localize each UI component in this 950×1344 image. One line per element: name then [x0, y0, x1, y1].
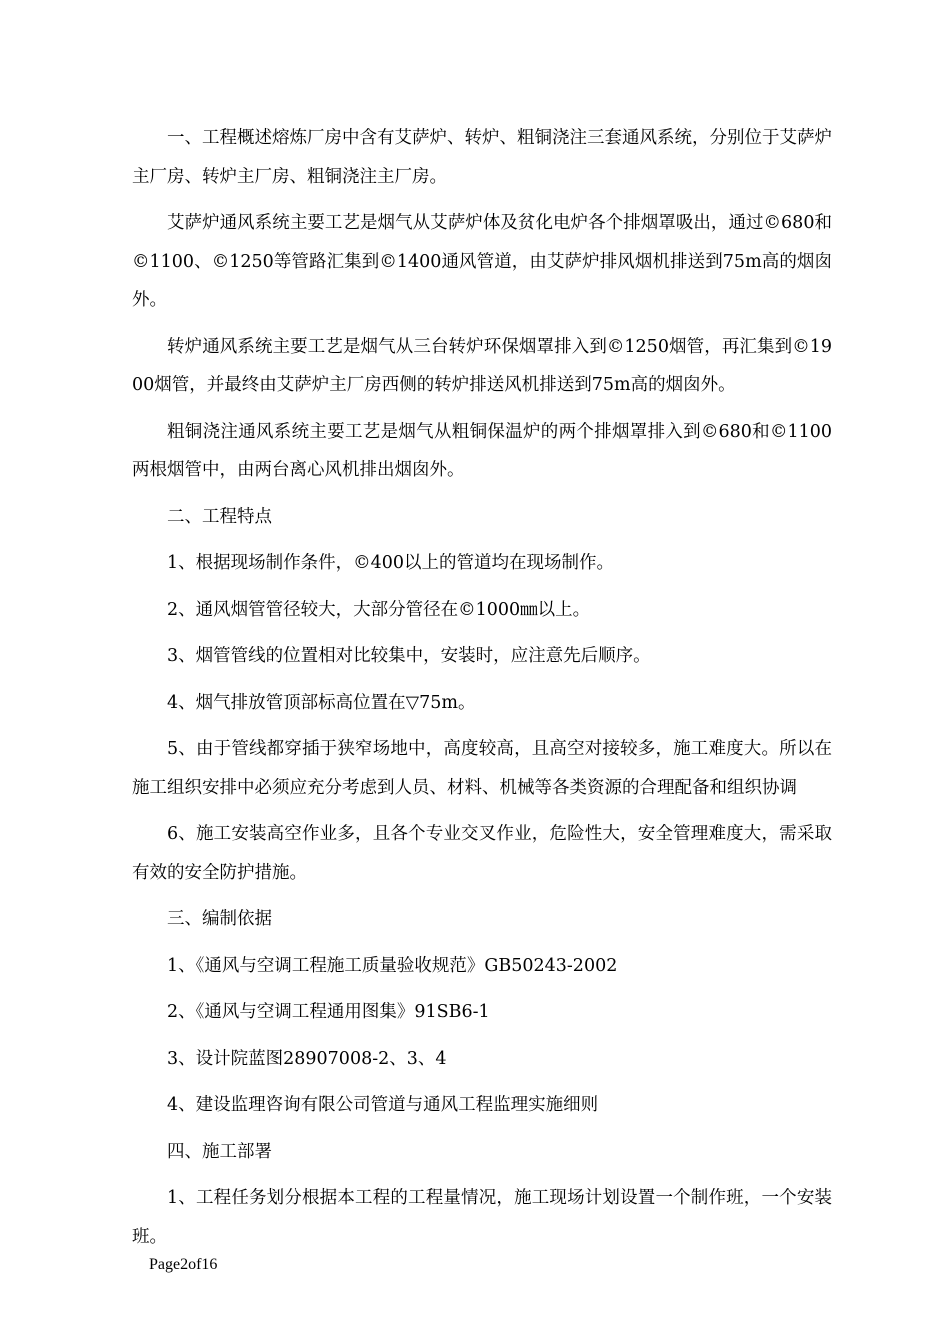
basis-item-3: 3、设计院蓝图28907008-2、3、4: [167, 1048, 447, 1069]
basis-item-4: 4、建设监理咨询有限公司管道与通风工程监理实施细则: [167, 1095, 599, 1115]
paragraph-blister-copper-ventilation: 粗铜浇注通风系统主要工艺是烟气从粗铜保温炉的两个排烟罩排入到©680和©1100两根烟管中，由两台离心风机排出烟囱外。: [132, 421, 832, 480]
paragraph-converter-ventilation: 转炉通风系统主要工艺是烟气从三台转炉环保烟罩排入到©1250烟管，再汇集到©1900烟管，并最终由艾萨炉主厂房西侧的转炉排送风机排送到75m高的烟囱外。: [132, 336, 832, 395]
section-heading-basis: 三、编制依据: [167, 909, 272, 929]
document-body: [132, 119, 832, 1264]
basis-item-1: 1、《通风与空调工程施工质量验收规范》GB50243-2002: [167, 955, 618, 976]
paragraph-overview: 一、工程概述熔炼厂房中含有艾萨炉、转炉、粗铜浇注三套通风系统，分别位于艾萨炉主厂房、转炉主厂房、粗铜浇注主厂房。: [132, 128, 832, 187]
section-heading-features: 二、工程特点: [167, 506, 272, 527]
feature-item-2: 2、通风烟管管径较大，大部分管径在©1000㎜以上。: [167, 599, 591, 620]
feature-item-1: 1、根据现场制作条件，©400以上的管道均在现场制作。: [167, 553, 615, 573]
feature-item-5: 5、由于管线都穿插于狭窄场地中，高度较高，且高空对接较多，施工难度大。所以在施工组织安排中必须应充分考虑到人员、材料、机械等各类资源的合理配备和组织协调: [132, 739, 832, 798]
feature-item-4: 4、烟气排放管顶部标高位置在▽75m。: [167, 692, 476, 713]
page-number: Page2of16: [149, 1256, 218, 1273]
section-heading-deployment: 四、施工部署: [167, 1141, 272, 1162]
feature-item-3: 3、烟管管线的位置相对比较集中，安装时，应注意先后顺序。: [167, 646, 651, 666]
paragraph-isa-furnace-ventilation: 艾萨炉通风系统主要工艺是烟气从艾萨炉体及贫化电炉各个排烟罩吸出，通过©680和©1100、©1250等管路汇集到©1400通风管道，由艾萨炉排风烟机排送到75m高的烟囱外。: [132, 213, 832, 310]
deployment-item-1: 1、工程任务划分根据本工程的工程量情况，施工现场计划设置一个制作班，一个安装班。: [132, 1188, 832, 1247]
feature-item-6: 6、施工安装高空作业多，且各个专业交叉作业，危险性大，安全管理难度大，需采取有效的安全防护措施。: [132, 824, 832, 883]
basis-item-2: 2、《通风与空调工程通用图集》91SB6-1: [167, 1002, 490, 1022]
